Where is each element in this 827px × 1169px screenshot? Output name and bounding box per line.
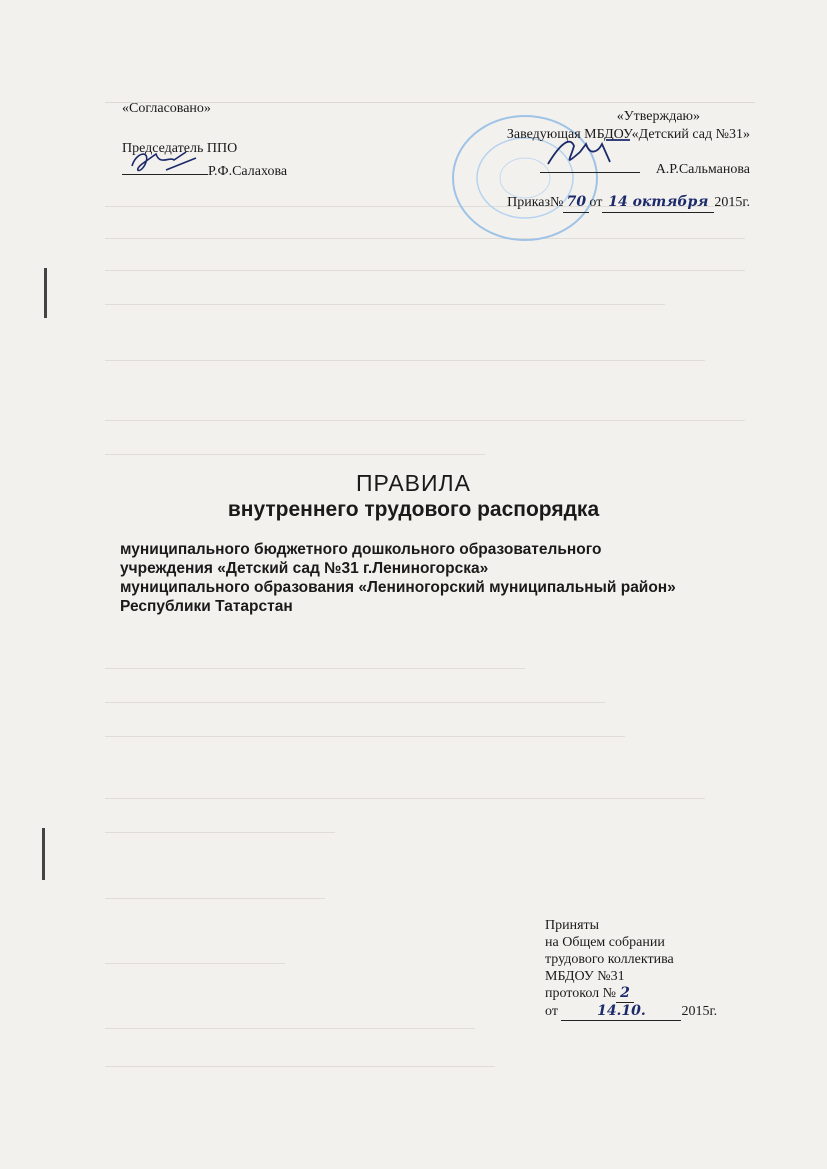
protocol-prefix: протокол №: [545, 986, 616, 1001]
order-prefix: Приказ№: [507, 195, 564, 210]
organization-line: учреждения «Детский сад №31 г.Лениногорска»: [120, 560, 489, 577]
protocol-number: 2: [620, 985, 630, 1001]
order-date: 14 октября: [608, 194, 709, 210]
adopted-line: на Общем собрании: [545, 935, 665, 950]
protocol-date: 14.10.: [597, 1003, 646, 1019]
organization-block: [120, 540, 676, 616]
approval-approve-block: [455, 108, 750, 213]
adopted-block: [545, 917, 717, 1021]
adopted-line: Приняты: [545, 918, 600, 933]
head-line: Заведующая МБДОУ«Детский сад №31»: [506, 127, 750, 142]
protocol-date-prefix: от: [545, 1004, 558, 1019]
order-year: 2015г.: [714, 195, 750, 210]
document-subtitle: внутреннего трудового распорядка: [227, 498, 600, 521]
approval-agreed-block: [122, 100, 287, 181]
adopted-line: трудового коллектива: [545, 952, 674, 967]
document-title: ПРАВИЛА: [356, 470, 471, 496]
binder-mark-top: [44, 268, 47, 318]
signature-line: [122, 160, 208, 175]
signature-line: [540, 156, 640, 173]
head-name: А.Р.Сальманова: [655, 162, 750, 177]
organization-line: муниципального образования «Лениногорский муниципальный район»: [120, 579, 676, 596]
order-from: от: [589, 195, 603, 210]
adopted-line: МБДОУ №31: [545, 969, 625, 984]
organization-line: Республики Татарстан: [120, 598, 293, 615]
binder-mark-bottom: [42, 828, 45, 880]
organization-line: муниципального бюджетного дошкольного образовательного: [120, 541, 602, 558]
handwritten-signature-right-icon: [540, 134, 636, 174]
handwritten-signature-left-icon: [126, 146, 206, 176]
approve-label: «Утверждаю»: [616, 109, 700, 124]
chairman-line: Председатель ППО: [122, 141, 238, 156]
agreed-label: «Согласовано»: [122, 101, 211, 116]
chairman-name: Р.Ф.Салахова: [208, 164, 288, 179]
protocol-year: 2015г.: [681, 1004, 718, 1019]
order-number: 70: [566, 194, 587, 210]
